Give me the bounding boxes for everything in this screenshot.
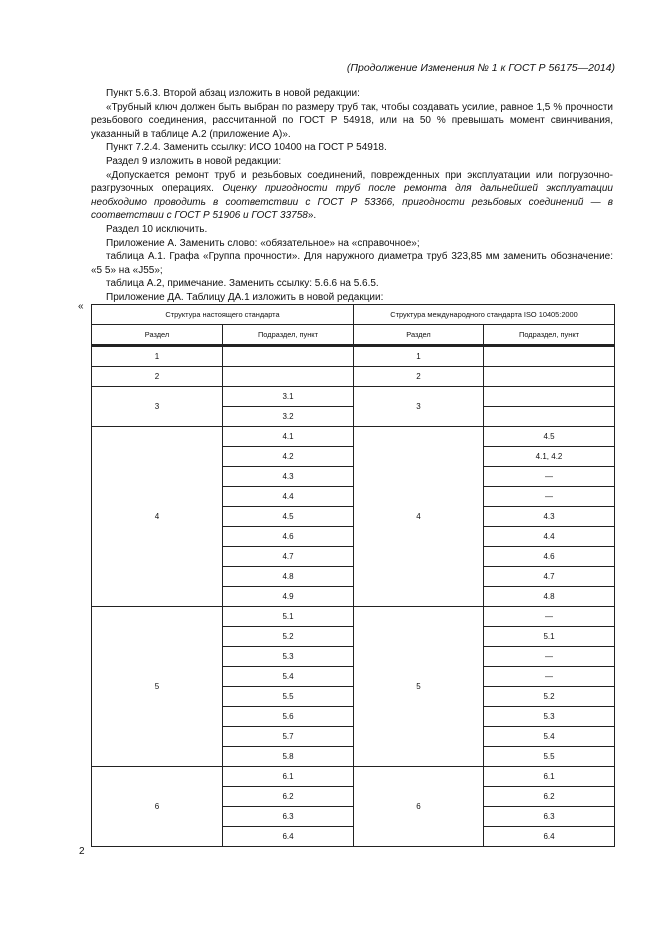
subsection-cell: 6.2: [223, 787, 354, 807]
subsection-cell: 6.1: [223, 767, 354, 787]
subsection-cell: 6.4: [223, 827, 354, 847]
subsection-cell: 5.7: [223, 727, 354, 747]
table-body: [92, 345, 615, 847]
subsection-cell: 4.6: [223, 527, 354, 547]
subsection-cell: [223, 367, 354, 387]
subsection-cell: 5.3: [223, 647, 354, 667]
subsection-cell: 5.1: [223, 607, 354, 627]
section-cell: 4: [92, 427, 223, 607]
paragraph-section-10: Раздел 10 исключить.: [106, 223, 208, 235]
iso-subsection-cell: —: [484, 607, 615, 627]
subsection-cell: 3.1: [223, 387, 354, 407]
paragraph-table-a2: таблица А.2, примечание. Заменить ссылку: 5.6.6 на 5.6.5.: [106, 278, 379, 290]
iso-subsection-cell: 4.6: [484, 547, 615, 567]
iso-subsection-cell: 6.1: [484, 767, 615, 787]
table-row: [92, 607, 615, 627]
iso-subsection-cell: 5.3: [484, 707, 615, 727]
iso-section-cell: 3: [354, 387, 484, 427]
iso-section-cell: 4: [354, 427, 484, 607]
table-row: [92, 347, 615, 367]
section-cell: 1: [92, 347, 223, 367]
section-cell: 6: [92, 767, 223, 847]
section-cell: 2: [92, 367, 223, 387]
iso-subsection-cell: 4.1, 4.2: [484, 447, 615, 467]
table-row: [92, 387, 615, 407]
iso-subsection-cell: —: [484, 487, 615, 507]
subsection-cell: 5.8: [223, 747, 354, 767]
iso-subsection-cell: 5.2: [484, 687, 615, 707]
table-row: [92, 767, 615, 787]
subsection-cell: 4.9: [223, 587, 354, 607]
subsection-cell: 4.5: [223, 507, 354, 527]
col-header-section: Раздел: [92, 325, 223, 346]
subsection-cell: 4.2: [223, 447, 354, 467]
subsection-cell: 5.5: [223, 687, 354, 707]
iso-subsection-cell: [484, 367, 615, 387]
group-header-national: Структура настоящего стандарта: [92, 305, 354, 325]
subsection-cell: 4.1: [223, 427, 354, 447]
subsection-cell: [223, 347, 354, 367]
col-header-section-iso: Раздел: [354, 325, 484, 346]
subsection-cell: 5.2: [223, 627, 354, 647]
iso-subsection-cell: 5.4: [484, 727, 615, 747]
page-number: 2: [79, 846, 85, 857]
repair-text-end: ».: [307, 210, 317, 222]
iso-subsection-cell: 6.4: [484, 827, 615, 847]
iso-subsection-cell: 6.3: [484, 807, 615, 827]
repair-text-italic: Оценку пригодности труб после ремонта для дальнейшей эксплуатации необходимо проводить в соответствии с ГОСТ Р 53366, пригодности резьбовых соединений — в соответствии с ГОСТ Р 51906 и ГОСТ 33758: [91, 183, 613, 222]
paragraph-appendix-da: Приложение ДА. Таблицу ДА.1 изложить в новой редакции:: [106, 291, 384, 303]
paragraph-pipe-wrench: «Трубный ключ должен быть выбран по размеру труб так, чтобы создавать усилие, равное 1,5 % прочности резьбового соединения, рассчитанной по ГОСТ Р 54918, или на 50 % превышать момент свинчивания, указанный в таблице А.2 (приложение А)».: [91, 101, 613, 140]
iso-section-cell: 2: [354, 367, 484, 387]
col-header-subsection: Подраздел, пункт: [223, 325, 354, 346]
iso-subsection-cell: 4.7: [484, 567, 615, 587]
subsection-cell: 5.4: [223, 667, 354, 687]
paragraph-appendix-a: Приложение А. Заменить слово: «обязательное» на «справочное»;: [106, 237, 420, 249]
iso-subsection-cell: —: [484, 667, 615, 687]
subsection-cell: 4.3: [223, 467, 354, 487]
iso-section-cell: 5: [354, 607, 484, 767]
iso-section-cell: 1: [354, 347, 484, 367]
section-cell: 5: [92, 607, 223, 767]
repair-text: «Допускается ремонт труб и резьбовых соединений, поврежденных при эксплуатации или погрузочно-разгрузочных операциях.: [91, 169, 613, 195]
iso-subsection-cell: 5.5: [484, 747, 615, 767]
iso-subsection-cell: 6.2: [484, 787, 615, 807]
group-header-international: Структура международного стандарта ISO 10405:2000: [354, 305, 615, 325]
paragraph-5-6-3: Пункт 5.6.3. Второй абзац изложить в новой редакции:: [106, 88, 360, 99]
iso-subsection-cell: 4.5: [484, 427, 615, 447]
table-row: [92, 367, 615, 387]
comparison-table: [91, 304, 615, 847]
document-header: (Продолжение Изменения № 1 к ГОСТ Р 56175—2014): [346, 62, 615, 74]
table-column-header-row: [92, 325, 615, 346]
amendment-text: [91, 87, 613, 305]
subsection-cell: 4.7: [223, 547, 354, 567]
subsection-cell: 5.6: [223, 707, 354, 727]
iso-subsection-cell: [484, 407, 615, 427]
paragraph-repair: [91, 169, 613, 223]
paragraph-table-a1: таблица А.1. Графа «Группа прочности». Для наружного диаметра труб 323,85 мм заменить обозначение: «5 5» на «J55»;: [91, 251, 613, 276]
iso-section-cell: 6: [354, 767, 484, 847]
iso-subsection-cell: —: [484, 647, 615, 667]
opening-quote: «: [78, 301, 84, 312]
section-cell: 3: [92, 387, 223, 427]
paragraph-section-9: Раздел 9 изложить в новой редакции:: [106, 155, 282, 167]
iso-subsection-cell: [484, 347, 615, 367]
subsection-cell: 6.3: [223, 807, 354, 827]
subsection-cell: 4.4: [223, 487, 354, 507]
iso-subsection-cell: 4.8: [484, 587, 615, 607]
iso-subsection-cell: [484, 387, 615, 407]
iso-subsection-cell: —: [484, 467, 615, 487]
col-header-subsection-iso: Подраздел, пункт: [484, 325, 615, 346]
iso-subsection-cell: 4.3: [484, 507, 615, 527]
iso-subsection-cell: 4.4: [484, 527, 615, 547]
table-group-header-row: [92, 305, 615, 325]
subsection-cell: 4.8: [223, 567, 354, 587]
paragraph-7-2-4: Пункт 7.2.4. Заменить ссылку: ИСО 10400 на ГОСТ Р 54918.: [106, 142, 387, 154]
table-row: [92, 427, 615, 447]
iso-subsection-cell: 5.1: [484, 627, 615, 647]
subsection-cell: 3.2: [223, 407, 354, 427]
